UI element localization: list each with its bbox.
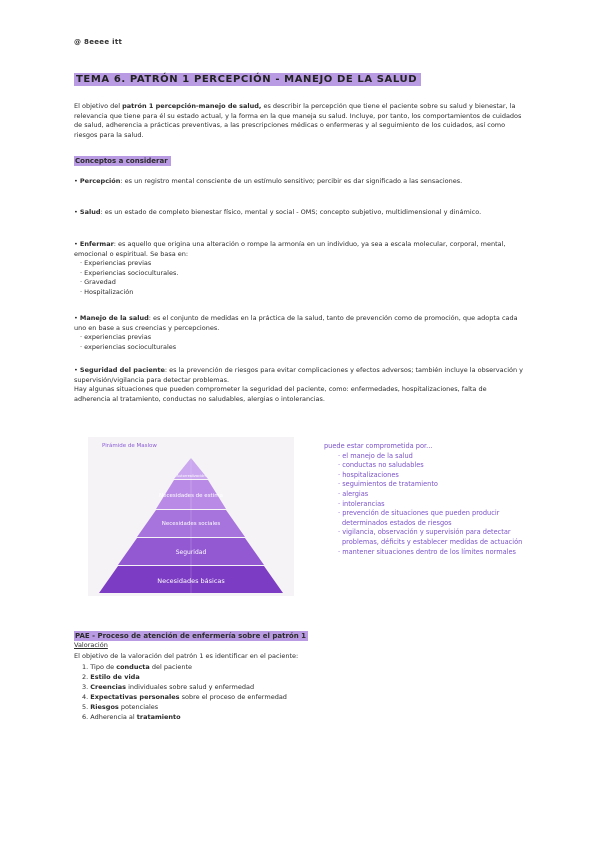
concept-sub: · Hospitalización: [80, 287, 134, 296]
pyramid-label-5: Necesidades básicas: [157, 577, 225, 585]
concept-term: Salud: [79, 208, 101, 216]
list-item: · el manejo de la salud: [338, 451, 413, 460]
concept-text: : es un registro mental consciente de un estímulo sensitivo; percibir es dar significado a las sensaciones.: [120, 177, 463, 185]
list-item: 2. Estilo de vida: [82, 673, 140, 681]
pyramid-label-3: Necesidades sociales: [161, 521, 221, 527]
valoracion-text: El objetivo de la valoración del patrón 1 es identificar en el paciente:: [74, 652, 299, 660]
pyramid-graphic: [88, 437, 294, 596]
concept-seguridad: • Seguridad del paciente: es la prevención de riesgos para evitar complicaciones y efectos adversos; también incluye la observación y supervisión/vigilancia para detectar problemas. Hay algunas situaciones que pueden comprometer la seguridad del paciente, como: enfermedades, hospitalizaciones, falta de adherencia al tratamiento, conductas no saludables, alergias o intolerancias.: [74, 366, 524, 403]
concept-salud: • Salud: es un estado de completo bienestar físico, mental y social - OMS; concepto subjetivo, multidimensional y dinámico.: [74, 208, 482, 216]
list-item: 5. Riesgos potenciales: [82, 703, 159, 711]
list-item: · vigilancia, observación y supervisión para detectar problemas, déficits y establecer medidas de actuación: [338, 528, 523, 546]
compromised-lead: puede estar comprometida por...: [324, 442, 433, 450]
concept-percepcion: • Percepción: es un registro mental consciente de un estímulo sensitivo; percibir es dar significado a las sensaciones.: [74, 177, 463, 185]
list-item: · prevención de situaciones que pueden producir determinados estados de riesgos: [338, 509, 500, 527]
valoracion-heading: Valoración: [74, 641, 108, 649]
concept-extra: Hay algunas situaciones que pueden comprometer la seguridad del paciente, como: enfermedades, hospitalizaciones, falta de adherencia al tratamiento, conductas no saludables, alergias o intolerancias.: [74, 385, 487, 403]
concept-sub: · Experiencias socioculturales.: [80, 268, 179, 277]
intro-rest: es describir la percepción que tiene el paciente sobre su salud y bienestar, la relevancia que tiene para él su estado actual, y la forma en la que maneja su salud. Incluye, por tanto, los comportamientos de cuidados de salud, adherencia a prácticas preventivas, a las prescripciones médicas o enfermeras y al seguimiento de los cuidados, así como riesgos para la salud.: [74, 102, 522, 139]
list-item: · conductas no saludables: [338, 461, 424, 470]
watermark: @ 8eeee itt: [74, 38, 123, 46]
list-item: · alergias: [338, 489, 369, 498]
list-item: · mantener situaciones dentro de los límites normales: [338, 547, 516, 556]
concept-text: : es un estado de completo bienestar físico, mental y social - OMS; concepto subjetivo, multidimensional y dinámico.: [100, 208, 482, 216]
concept-sub: · Experiencias previas: [80, 259, 152, 268]
intro-bold: patrón 1 percepción-manejo de salud,: [122, 102, 262, 110]
concept-sub: · experiencias socioculturales: [80, 342, 177, 351]
valoracion-list: [82, 662, 287, 722]
list-item: 3. Creencias individuales sobre salud y enfermedad: [82, 683, 255, 691]
concept-enfermar: • Enfermar: es aquello que origina una alteración o rompe la armonía en un individuo, ya sea a escala molecular, corporal, mental, emocional o espiritual. Se basa en: · Experiencias previas · Experiencias socioculturales. · Gravedad · Hospitalización: [74, 240, 524, 298]
concept-term: Enfermar: [79, 240, 114, 248]
pyramid-label-2: Necesidades de estima: [159, 493, 223, 499]
intro-lead: El objetivo del: [74, 102, 123, 110]
list-item: · seguimientos de tratamiento: [338, 480, 438, 489]
maslow-pyramid-card: [88, 437, 294, 596]
pyramid-label-1: Autorrealización: [176, 474, 206, 478]
concept-text: : es el conjunto de medidas en la práctica de la salud, tanto de prevención como de promoción, que adopta cada uno en base a sus creencias y percepciones.: [74, 314, 518, 332]
list-item: · hospitalizaciones: [338, 470, 399, 479]
concept-sub: · experiencias previas: [80, 333, 152, 342]
concept-term: Seguridad del paciente: [79, 366, 165, 374]
concept-text: : es la prevención de riesgos para evitar complicaciones y efectos adversos; también incluye la observación y supervisión/vigilancia para detectar problemas.: [74, 366, 524, 384]
list-item: 1. Tipo de conducta del paciente: [82, 663, 193, 671]
concepts-heading: Conceptos a considerar: [74, 156, 171, 166]
pyramid-label-4: Seguridad: [175, 549, 207, 556]
list-item: 6. Adherencia al tratamiento: [82, 713, 181, 721]
concept-term: Percepción: [79, 177, 121, 185]
concept-sub: · Gravedad: [80, 278, 116, 287]
pyramid-title: Pirámide de Maslow: [102, 443, 157, 449]
concept-term: Manejo de la salud: [79, 314, 149, 322]
compromised-list: [324, 442, 524, 557]
pae-heading: PAE - Proceso de atención de enfermería sobre el patrón 1: [75, 632, 307, 640]
concept-manejo: • Manejo de la salud: es el conjunto de medidas en la práctica de la salud, tanto de prevención como de promoción, que adopta cada uno en base a sus creencias y percepciones. · experiencias previas · experiencias socioculturales: [74, 314, 524, 352]
list-item: · intolerancias: [338, 499, 385, 508]
concept-text: : es aquello que origina una alteración o rompe la armonía en un individuo, ya sea a escala molecular, corporal, mental, emocional o espiritual. Se basa en:: [74, 240, 506, 258]
list-item: 4. Expectativas personales sobre el proceso de enfermedad: [82, 693, 287, 701]
page-title: TEMA 6. PATRÓN 1 PERCEPCIÓN - MANEJO DE LA SALUD: [74, 73, 421, 86]
intro-paragraph: [74, 102, 522, 140]
